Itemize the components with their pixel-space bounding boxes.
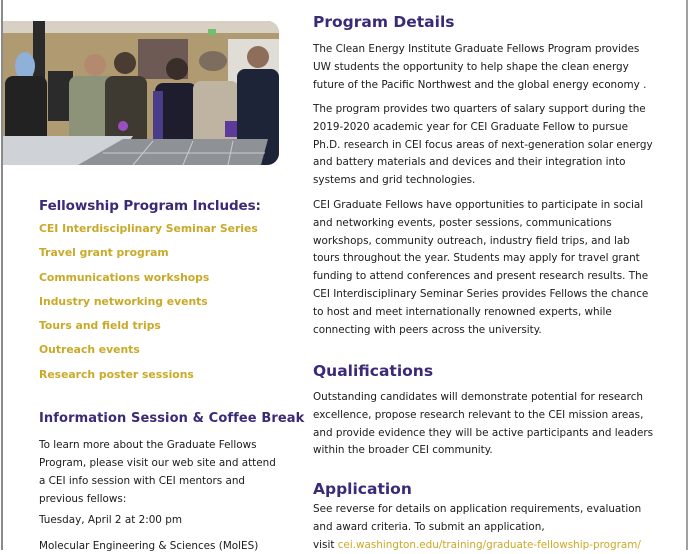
fellowship-list: [39, 222, 258, 392]
application-text: [313, 501, 658, 554]
page-border-right: [686, 0, 688, 550]
program-details-heading: Program Details: [313, 13, 455, 31]
fellowship-item: Tours and field trips: [39, 319, 161, 333]
info-session-date: Tuesday, April 2 at 2:00 pm: [39, 514, 182, 526]
info-session-text: To learn more about the Graduate Fellows Program, please visit our web site and attend a CEI info session with CEI mentors and previous fellows:: [39, 439, 276, 505]
visit-prefix: visit: [313, 538, 338, 551]
application-link[interactable]: cei.washington.edu/training/graduate-fellowship-program/: [337, 538, 641, 551]
fellowship-item: CEI Interdisciplinary Seminar Series: [39, 222, 258, 235]
fellowship-item: Research poster sessions: [39, 367, 194, 381]
program-details-paragraph: The Clean Energy Institute Graduate Fellows Program provides UW students the opportunity to help shape the clean energy future of the Pacific Northwest and the global energy economy .: [313, 43, 647, 91]
application-body: See reverse for details on application requirements, evaluation and award criteria. To submit an application,: [313, 503, 642, 533]
qualifications-text: Outstanding candidates will demonstrate potential for research excellence, propose research relevant to the CEI mission areas, and provide evidence they will be active participants and leaders within the broader CEI community.: [313, 391, 654, 457]
fellowship-item: Travel grant program: [39, 246, 169, 260]
program-details-paragraph: The program provides two quarters of salary support during the 2019-2020 academic year for CEI Graduate Fellow to pursue Ph.D. research in CEI focus areas of next-generation solar energy and battery materials and devices and their integration into systems and grid technologies.: [313, 103, 653, 187]
info-session-heading: Information Session & Coffee Break: [39, 411, 305, 426]
fellowship-item: Communications workshops: [39, 270, 210, 284]
fellowship-item: Outreach events: [39, 343, 140, 357]
program-details-paragraph: CEI Graduate Fellows have opportunities to participate in social and networking events, poster sessions, communications workshops, community outreach, industry field trips, and lab tours throughout the year. Students may apply for travel grant funding to attend conferences and present research results. The CEI Interdisciplinary Seminar Series provides Fellows the chance to host and meet internationally renowned experts, while connecting with peers across the university.: [313, 199, 649, 336]
application-heading: Application: [313, 480, 412, 498]
info-session-location: Molecular Engineering & Sciences (MolES): [39, 540, 259, 552]
fellowship-item: Industry networking events: [39, 294, 208, 308]
qualifications-heading: Qualifications: [313, 362, 434, 380]
students-photo: [3, 21, 279, 165]
fellowship-heading: Fellowship Program Includes:: [39, 198, 261, 214]
